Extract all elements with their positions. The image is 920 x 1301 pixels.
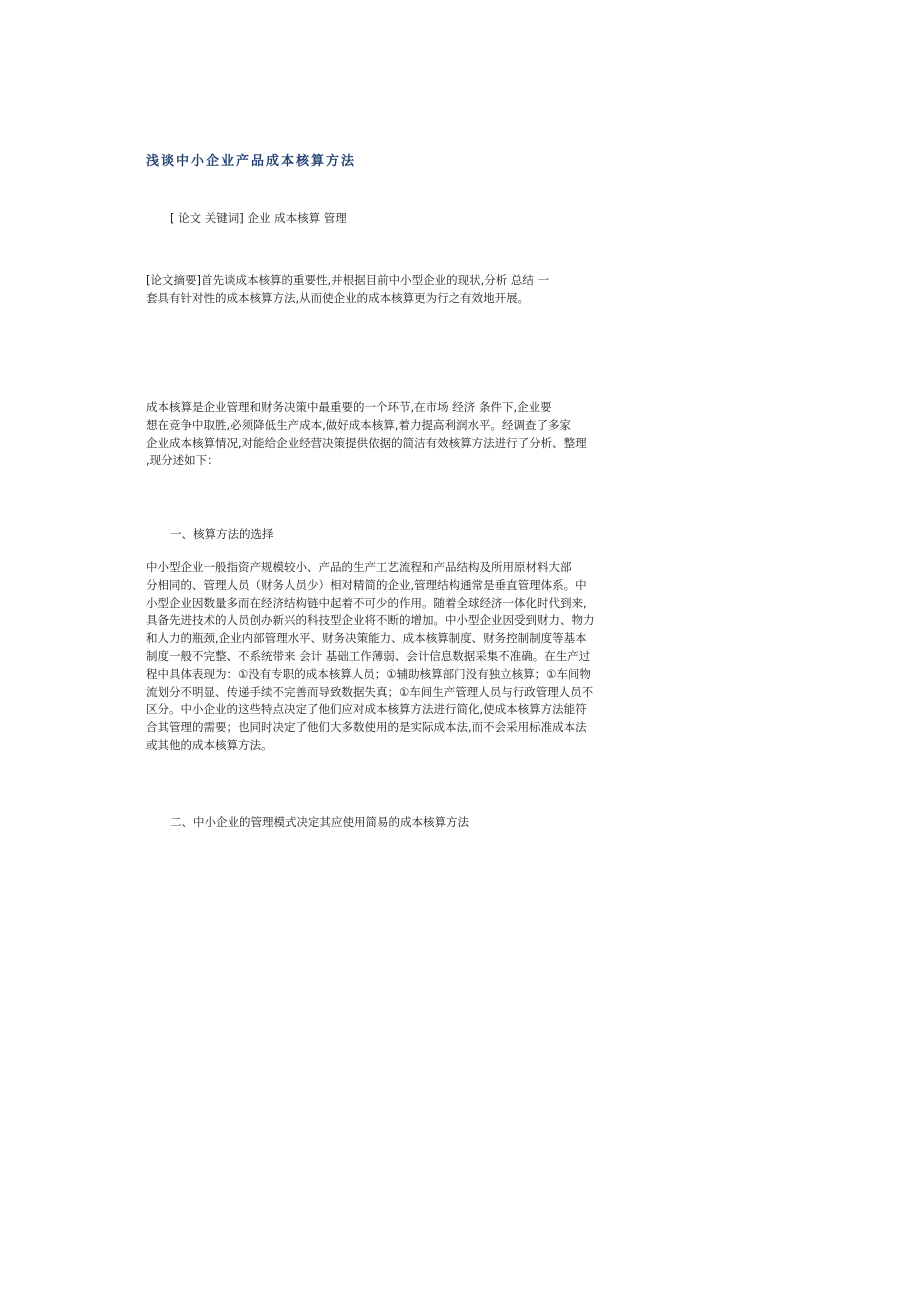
section-heading-1: 一、核算方法的选择	[170, 527, 274, 541]
section-body-1: 中小型企业一般指资产规模较小、产品的生产工艺流程和产品结构及所用原材料大部 分相同的、管理人员（财务人员少）相对精简的企业,管理结构通常是垂直管理体系。中 小型企业因数量多而在经济结构链中起着不可少的作用。随着全球经济一体化时代到来, 具备先进技术的人员创办新兴的科技型企业将不断的增加。中小型企业因受到财力、物力 和人力的瓶颈,企业内部管理水平、财务决策能力、成本核算制度、财务控制制度等基本 制度一般不完整、不系统带来 会计 基础工作薄弱、会计信息数据采集不准确。在生产过 程中具体表现为：①没有专职的成本核算人员；①辅助核算部门没有独立核算；①车间物 流划分不明显、传递手续不完善而导致数据失真；①车间生产管理人员与行政管理人员不 区分。中小企业的这些特点决定了他们应对成本核算方法进行简化,使成本核算方法能符 合其管理的需要；也同时决定了他们大多数使用的是实际成本法,而不会采用标准成本法 或其他的成本核算方法。	[146, 560, 595, 752]
document-title: 浅谈中小企业产品成本核算方法	[146, 154, 357, 169]
section-heading-2: 二、中小企业的管理模式决定其应使用简易的成本核算方法	[170, 815, 469, 829]
intro-paragraph: 成本核算是企业管理和财务决策中最重要的一个环节,在市场 经济 条件下,企业要 想在竞争中取胜,必须降低生产成本,做好成本核算,着力提高利润水平。经调查了多家 企业成本核算情况,对能给企业经营决策提供依据的简洁有效核算方法进行了分析、整理 ,现分述如下：	[146, 400, 587, 468]
keywords-line: [ 论文 关键词] 企业 成本核算 管理	[170, 211, 347, 225]
abstract-paragraph: [论文摘要]首先谈成本核算的重要性,并根据目前中小型企业的现状,分析 总结 一 套具有针对性的成本核算方法,从而使企业的成本核算更为行之有效地开展。	[146, 273, 550, 305]
